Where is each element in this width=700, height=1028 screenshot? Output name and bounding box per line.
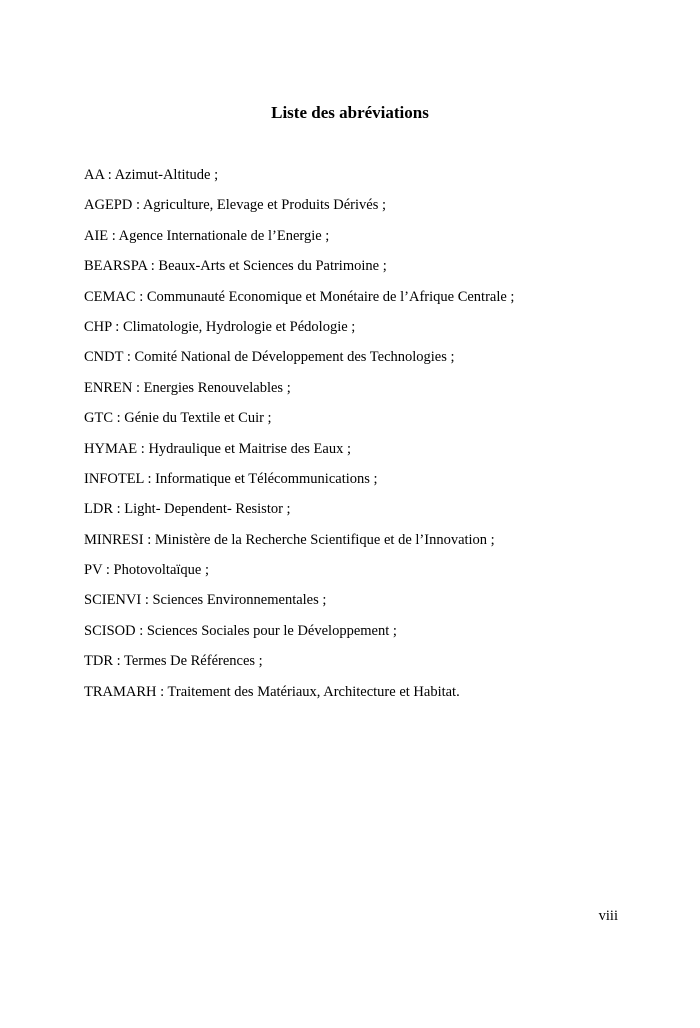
list-item: INFOTEL : Informatique et Télécommunications ; — [84, 470, 378, 487]
list-item: CHP : Climatologie, Hydrologie et Pédologie ; — [84, 318, 356, 335]
list-item: AA : Azimut-Altitude ; — [84, 167, 219, 183]
list-item: TDR : Termes De Références ; — [84, 653, 263, 670]
list-item: GTC : Génie du Textile et Cuir ; — [84, 410, 272, 427]
list-item: TRAMARH : Traitement des Matériaux, Architecture et Habitat. — [84, 683, 460, 700]
list-item: CEMAC : Communauté Economique et Monétaire de l’Afrique Centrale ; — [84, 288, 515, 305]
list-item: SCIENVI : Sciences Environnementales ; — [84, 592, 327, 609]
list-item: MINRESI : Ministère de la Recherche Scientifique et de l’Innovation ; — [84, 531, 495, 548]
list-item: LDR : Light- Dependent- Resistor ; — [84, 501, 291, 518]
abbreviation-list — [84, 165, 644, 712]
list-item: AGEPD : Agriculture, Elevage et Produits Dérivés ; — [84, 197, 387, 214]
list-item: BEARSPA : Beaux-Arts et Sciences du Patrimoine ; — [84, 258, 387, 275]
list-item: AIE : Agence Internationale de l’Energie ; — [84, 227, 330, 244]
list-item: CNDT : Comité National de Développement des Technologies ; — [84, 349, 455, 366]
list-item: ENREN : Energies Renouvelables ; — [84, 379, 291, 396]
list-item: SCISOD : Sciences Sociales pour le Développement ; — [84, 622, 397, 639]
list-item: HYMAE : Hydraulique et Maitrise des Eaux ; — [84, 440, 351, 457]
page-title: Liste des abréviations — [271, 103, 429, 122]
list-item: PV : Photovoltaïque ; — [84, 562, 210, 579]
page-number: viii — [598, 908, 618, 924]
